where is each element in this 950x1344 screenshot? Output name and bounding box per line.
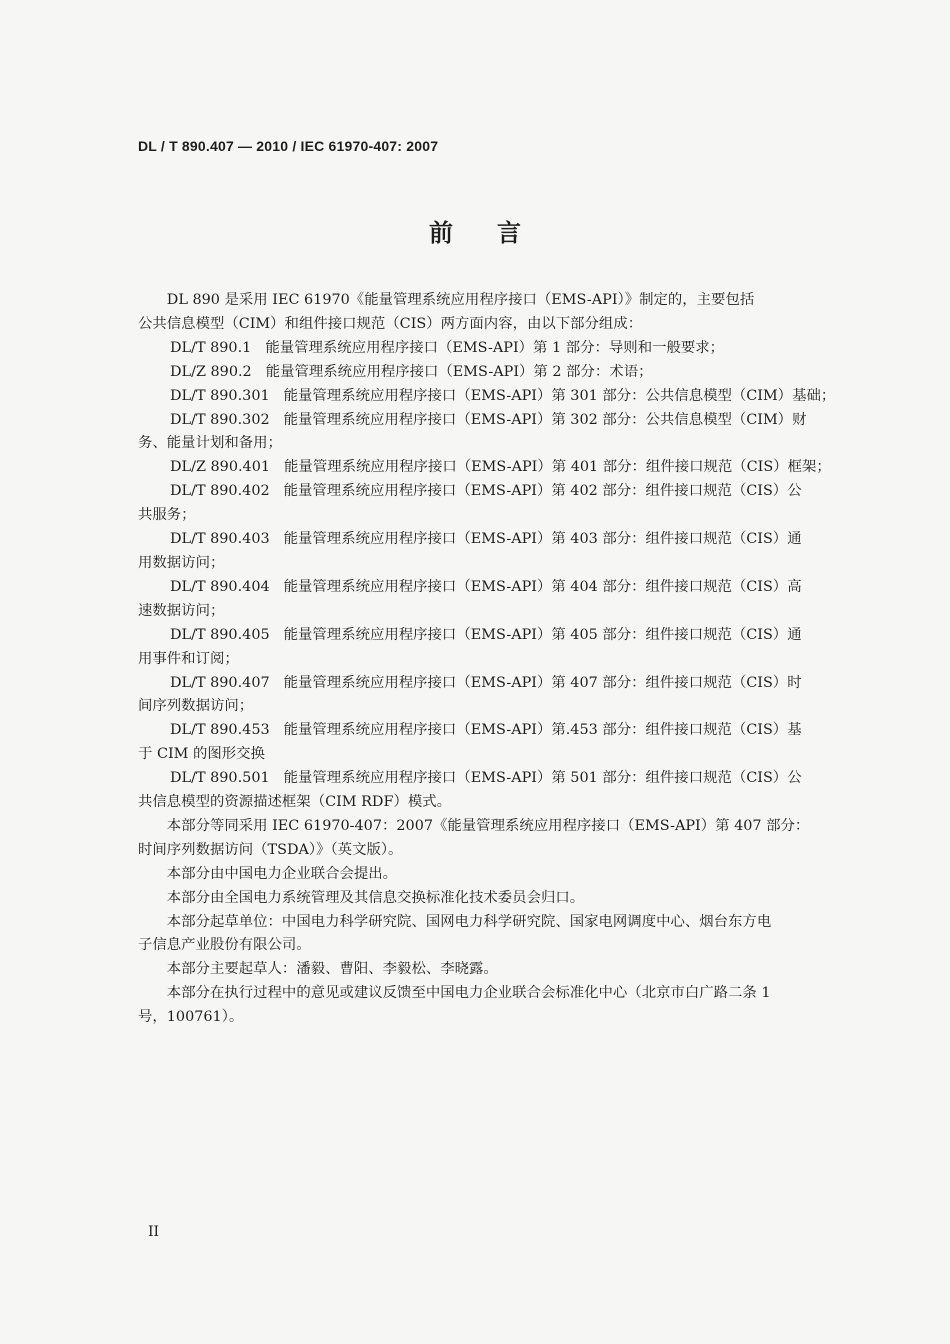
part-item [170,719,866,743]
drafters-line-1: 本部分起草单位：中国电力科学研究院、国网电力科学研究院、国家电网调度中心、烟台东方电 [166,913,772,930]
part-item [170,528,866,552]
part-title: 能量管理系统应用程序接口（EMS-API）第 2 部分：术语； [265,363,653,380]
drafters-line-2: 子信息产业股份有限公司。 [138,937,311,954]
part-title: 能量管理系统应用程序接口（EMS-API）第 402 部分：组件接口规范（CIS）公 [283,483,802,500]
part-item [170,456,866,480]
part-title-continuation: 于 CIM 的图形交换 [138,746,265,763]
part-title: 能量管理系统应用程序接口（EMS-API）第 404 部分：组件接口规范（CIS）高 [283,578,802,595]
part-item [170,385,866,409]
part-title-continuation: 用数据访问； [138,554,225,571]
part-item [170,576,866,600]
part-item [170,480,866,504]
page-title: 前言 [429,218,565,247]
part-code: DL/Z 890.2 [170,363,252,380]
part-code: DL/T 890.302 [170,411,270,428]
adoption-line-1: 本部分等同采用 IEC 61970-407：2007《能量管理系统应用程序接口（EMS-API）第 407 部分： [166,817,810,834]
part-item [170,337,866,361]
committee-paragraph: 本部分由全国电力系统管理及其信息交换标准化技术委员会归口。 [166,889,585,906]
foreword-body [138,289,866,1030]
part-item [170,361,866,385]
standard-header: DL / T 890.407 — 2010 / IEC 61970-407: 2007 [138,138,439,154]
part-code: DL/T 890.407 [170,674,270,691]
part-title-continuation: 务、能量计划和备用； [138,435,282,452]
part-code: DL/T 890.403 [170,531,270,548]
intro-line-1: DL 890 是采用 IEC 61970《能量管理系统应用程序接口（EMS-API）》制定的，主要包括 [166,292,755,308]
feedback-line-1: 本部分在执行过程中的意见或建议反馈至中国电力企业联合会标准化中心（北京市白广路二条 1 [166,985,771,1002]
part-code: DL/T 890.402 [170,483,270,500]
part-title: 能量管理系统应用程序接口（EMS-API）第 401 部分：组件接口规范（CIS）框架； [284,459,831,476]
part-title: 能量管理系统应用程序接口（EMS-API）第 403 部分：组件接口规范（CIS）通 [283,531,802,548]
part-code: DL/T 890.453 [170,722,270,739]
part-item [170,672,866,696]
part-item [170,409,866,433]
part-title-continuation: 共服务； [138,507,196,524]
part-code: DL/T 890.1 [170,339,252,356]
part-code: DL/Z 890.401 [170,459,271,476]
part-title: 能量管理系统应用程序接口（EMS-API）第.453 部分：组件接口规范（CIS）基 [283,722,802,739]
intro-line-2: 公共信息模型（CIM）和组件接口规范（CIS）两方面内容，由以下部分组成： [138,315,643,332]
part-code: DL/T 890.404 [170,578,270,595]
part-title-continuation: 共信息模型的资源描述框架（CIM RDF）模式。 [138,794,452,811]
part-item [170,767,866,791]
part-title: 能量管理系统应用程序接口（EMS-API）第 407 部分：组件接口规范（CIS）时 [283,674,802,691]
parts-list [138,337,866,815]
proposer-paragraph: 本部分由中国电力企业联合会提出。 [166,865,398,882]
page-number: II [148,1224,160,1240]
authors-paragraph: 本部分主要起草人：潘毅、曹阳、李毅松、李晓露。 [166,961,498,978]
part-title: 能量管理系统应用程序接口（EMS-API）第 501 部分：组件接口规范（CIS）公 [283,770,802,787]
adoption-line-2: 时间序列数据访问（TSDA）》（英文版）。 [138,841,403,858]
part-title-continuation: 间序列数据访问； [138,698,254,715]
part-title-continuation: 用事件和订阅； [138,650,239,667]
part-title: 能量管理系统应用程序接口（EMS-API）第 302 部分：公共信息模型（CIM）财 [283,411,807,428]
part-code: DL/T 890.501 [170,770,270,787]
part-title: 能量管理系统应用程序接口（EMS-API）第 405 部分：组件接口规范（CIS）通 [283,626,802,643]
part-item [170,624,866,648]
part-code: DL/T 890.301 [170,387,270,404]
part-title-continuation: 速数据访问； [138,602,225,619]
part-title: 能量管理系统应用程序接口（EMS-API）第 1 部分：导则和一般要求； [265,339,725,356]
feedback-line-2: 号，100761）。 [138,1009,244,1026]
part-title: 能量管理系统应用程序接口（EMS-API）第 301 部分：公共信息模型（CIM）基础； [283,387,836,404]
part-code: DL/T 890.405 [170,626,270,643]
